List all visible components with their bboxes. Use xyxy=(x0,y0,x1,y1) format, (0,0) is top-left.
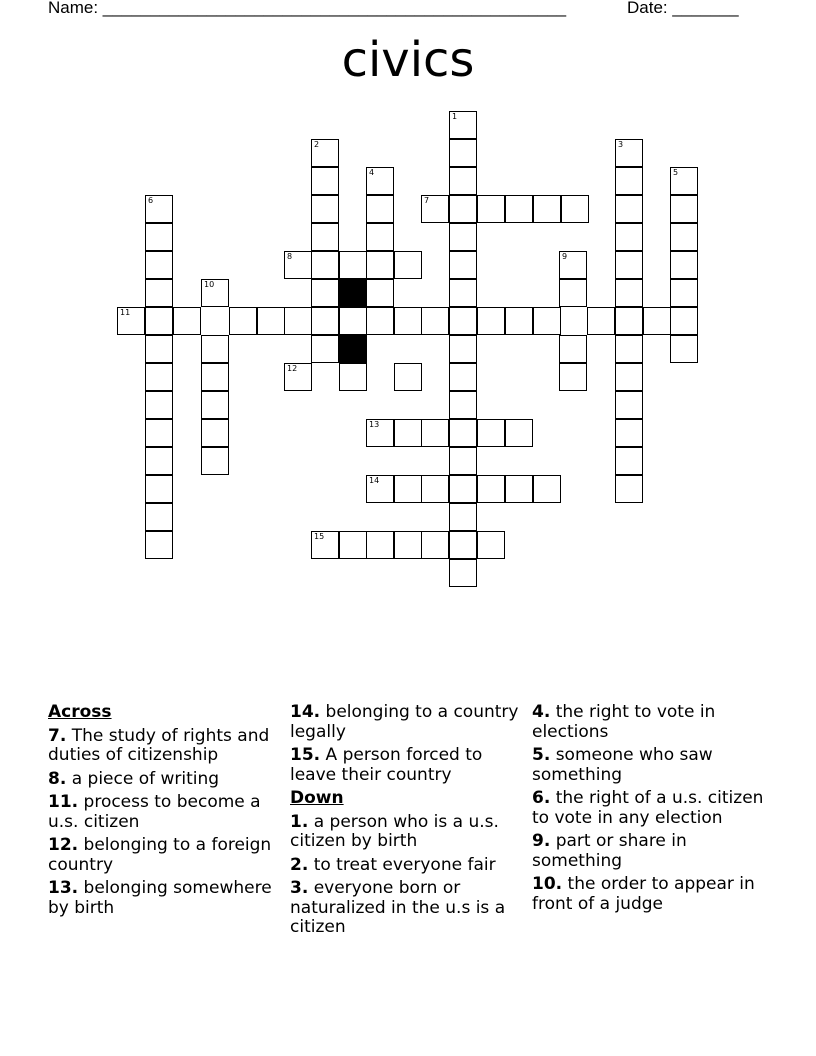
crossword-cell[interactable] xyxy=(533,475,561,503)
clue-number: 8. xyxy=(48,768,67,789)
clue-down-1 xyxy=(290,813,522,852)
clue-number: 7. xyxy=(48,725,67,746)
clue-number: 2. xyxy=(290,854,309,875)
cell-number: 15 xyxy=(314,532,325,541)
down-heading: Down xyxy=(290,788,344,808)
crossword-cell[interactable] xyxy=(449,139,477,167)
clue-number: 4. xyxy=(532,702,551,722)
clue-number: 10. xyxy=(532,874,563,894)
crossword-cell[interactable] xyxy=(366,167,394,195)
crossword-cell[interactable] xyxy=(615,335,643,363)
crossword-cell[interactable] xyxy=(449,195,477,223)
clue-across-14 xyxy=(290,703,522,742)
crossword-cell[interactable] xyxy=(615,167,643,195)
clue-number: 1. xyxy=(290,811,309,832)
crossword-cell[interactable] xyxy=(449,475,477,503)
crossword-cell[interactable] xyxy=(449,167,477,195)
crossword-cell[interactable] xyxy=(366,307,394,335)
cell-number: 14 xyxy=(369,476,380,485)
clue-number: 9. xyxy=(532,831,551,851)
clue-text: the order to appear in front of a judge xyxy=(532,874,755,914)
crossword-cell[interactable] xyxy=(615,223,643,251)
crossword-cell[interactable] xyxy=(311,279,339,307)
crossword-cell[interactable] xyxy=(366,531,394,559)
crossword-cell[interactable] xyxy=(670,335,698,363)
crossword-cell[interactable] xyxy=(449,307,477,335)
clue-across-11 xyxy=(48,793,280,832)
cell-number: 9 xyxy=(562,252,568,261)
crossword-cell[interactable] xyxy=(615,251,643,279)
crossword-cell[interactable] xyxy=(559,363,587,391)
cell-number: 13 xyxy=(369,420,380,429)
crossword-cell[interactable] xyxy=(145,223,173,251)
crossword-cell[interactable] xyxy=(449,111,477,139)
crossword-cell[interactable] xyxy=(229,307,257,335)
crossword-cell[interactable] xyxy=(145,279,173,307)
clue-across-15 xyxy=(290,746,522,785)
crossword-cell[interactable] xyxy=(615,447,643,475)
clue-across-13 xyxy=(48,879,280,918)
cell-number: 12 xyxy=(287,364,298,373)
page-title: civics xyxy=(341,32,475,88)
crossword-cell[interactable] xyxy=(366,195,394,223)
crossword-cell[interactable] xyxy=(145,195,173,223)
crossword-cell[interactable] xyxy=(201,447,229,475)
crossword-cell[interactable] xyxy=(477,307,505,335)
crossword-cell[interactable] xyxy=(505,307,533,335)
cell-number: 7 xyxy=(424,196,430,205)
crossword-cell[interactable] xyxy=(670,251,698,279)
crossword-cell[interactable] xyxy=(561,195,589,223)
cell-number: 6 xyxy=(148,196,154,205)
crossword-cell[interactable] xyxy=(615,139,643,167)
clue-text: a piece of writing xyxy=(71,768,220,789)
crossword-cell[interactable] xyxy=(394,531,422,559)
clue-text: to treat everyone fair xyxy=(313,854,496,875)
clue-number: 11. xyxy=(48,792,79,812)
crossword-cell[interactable] xyxy=(201,391,229,419)
crossword-cell[interactable] xyxy=(394,363,422,391)
crossword-cell[interactable] xyxy=(339,363,367,391)
crossword-cell[interactable] xyxy=(145,251,173,279)
clue-down-2 xyxy=(290,856,522,876)
crossword-cell[interactable] xyxy=(311,335,339,363)
clue-column-1 xyxy=(48,703,280,922)
crossword-cell[interactable] xyxy=(421,531,449,559)
cell-number: 8 xyxy=(287,252,293,261)
clue-number: 13. xyxy=(48,878,79,898)
clue-number: 14. xyxy=(290,702,321,722)
crossword-cell[interactable] xyxy=(449,447,477,475)
clue-down-9 xyxy=(532,832,764,871)
crossword-cell[interactable] xyxy=(449,251,477,279)
clue-number: 5. xyxy=(532,745,551,765)
cell-number: 11 xyxy=(120,308,131,317)
crossword-cell[interactable] xyxy=(670,167,698,195)
crossword-cell[interactable] xyxy=(670,279,698,307)
crossword-cell[interactable] xyxy=(394,307,422,335)
crossword-cell[interactable] xyxy=(339,307,367,335)
crossword-cell[interactable] xyxy=(615,419,643,447)
crossword-cell[interactable] xyxy=(257,307,285,335)
clue-text: a person who is a u.s. citizen by birth xyxy=(290,811,499,851)
crossword-cell[interactable] xyxy=(145,419,173,447)
clue-column-2 xyxy=(290,703,522,942)
clue-down-5 xyxy=(532,746,764,785)
clue-text: part or share in something xyxy=(532,831,687,871)
crossword-cell[interactable] xyxy=(366,419,394,447)
crossword-cell[interactable] xyxy=(201,335,229,363)
crossword-cell[interactable] xyxy=(117,307,145,335)
clue-text: the right to vote in elections xyxy=(532,702,716,742)
crossword-cell[interactable] xyxy=(615,363,643,391)
clue-text: A person forced to leave their country xyxy=(290,745,483,785)
clue-down-6 xyxy=(532,789,764,828)
crossword-cell[interactable] xyxy=(311,307,339,335)
clue-down-10 xyxy=(532,875,764,914)
clue-across-12 xyxy=(48,836,280,875)
crossword-cell[interactable] xyxy=(449,391,477,419)
crossword-cell[interactable] xyxy=(145,391,173,419)
clue-text: belonging somewhere by birth xyxy=(48,878,272,918)
crossword-cell[interactable] xyxy=(505,419,533,447)
crossword-cell[interactable] xyxy=(449,363,477,391)
crossword-cell[interactable] xyxy=(284,363,312,391)
clue-text: everyone born or naturalized in the u.s is a citizen xyxy=(290,878,506,937)
crossword-cell[interactable] xyxy=(145,531,173,559)
crossword-cell[interactable] xyxy=(615,279,643,307)
crossword-cell[interactable] xyxy=(339,531,367,559)
clue-text: the right of a u.s. citizen to vote in any election xyxy=(532,788,764,828)
crossword-cell[interactable] xyxy=(670,195,698,223)
cell-number: 4 xyxy=(369,168,375,177)
crossword-cell[interactable] xyxy=(643,307,671,335)
crossword-cell[interactable] xyxy=(366,279,394,307)
crossword-cell[interactable] xyxy=(670,223,698,251)
crossword-cell[interactable] xyxy=(421,195,449,223)
crossword-cell[interactable] xyxy=(339,251,367,279)
clue-column-3 xyxy=(532,703,764,918)
crossword-cell[interactable] xyxy=(449,335,477,363)
crossword-cell[interactable] xyxy=(477,419,505,447)
name-field-label: Name: _________________________________________________ xyxy=(48,0,567,17)
cell-number: 3 xyxy=(618,140,624,149)
crossword-cell[interactable] xyxy=(449,419,477,447)
crossword-cell[interactable] xyxy=(284,307,312,335)
crossword-cell[interactable] xyxy=(615,195,643,223)
crossword-cell[interactable] xyxy=(173,307,201,335)
crossword-cell[interactable] xyxy=(145,363,173,391)
crossword-cell[interactable] xyxy=(201,363,229,391)
cell-number: 10 xyxy=(204,280,215,289)
date-field-label: Date: _______ xyxy=(627,0,739,17)
crossword-cell[interactable] xyxy=(477,475,505,503)
crossword-cell[interactable] xyxy=(145,335,173,363)
crossword-cell[interactable] xyxy=(145,447,173,475)
crossword-cell[interactable] xyxy=(145,475,173,503)
crossword-cell[interactable] xyxy=(449,531,477,559)
crossword-cell[interactable] xyxy=(559,335,587,363)
clue-text: process to become a u.s. citizen xyxy=(48,792,261,832)
crossword-cell[interactable] xyxy=(449,503,477,531)
crossword-cell[interactable] xyxy=(477,531,505,559)
across-heading: Across xyxy=(48,702,112,722)
clue-number: 12. xyxy=(48,835,79,855)
clue-down-4 xyxy=(532,703,764,742)
crossword-cell[interactable] xyxy=(394,419,422,447)
clue-text: belonging to a foreign country xyxy=(48,835,272,875)
crossword-cell[interactable] xyxy=(533,307,561,335)
crossword-cell[interactable] xyxy=(477,195,505,223)
crossword-cell[interactable] xyxy=(394,251,422,279)
crossword-cell[interactable] xyxy=(421,307,449,335)
crossword-cell[interactable] xyxy=(533,195,561,223)
cell-number: 5 xyxy=(673,168,679,177)
crossword-cell[interactable] xyxy=(311,251,339,279)
crossword-cell[interactable] xyxy=(311,223,339,251)
crossword-cell[interactable] xyxy=(421,419,449,447)
clue-number: 3. xyxy=(290,878,309,898)
crossword-cell[interactable] xyxy=(615,475,643,503)
crossword-cell[interactable] xyxy=(394,475,422,503)
crossword-cell[interactable] xyxy=(449,559,477,587)
crossword-cell[interactable] xyxy=(505,195,533,223)
crossword-cell[interactable] xyxy=(559,251,587,279)
crossword-cell[interactable] xyxy=(449,223,477,251)
clue-across-8 xyxy=(48,770,280,790)
crossword-cell[interactable] xyxy=(311,531,339,559)
clue-text: belonging to a country legally xyxy=(290,702,519,742)
crossword-cell[interactable] xyxy=(670,307,698,335)
clue-number: 15. xyxy=(290,745,321,765)
crossword-cell[interactable] xyxy=(615,391,643,419)
clue-across-7 xyxy=(48,727,280,766)
crossword-cell[interactable] xyxy=(284,251,312,279)
crossword-cell[interactable] xyxy=(311,139,339,167)
crossword-cell[interactable] xyxy=(145,503,173,531)
crossword-cell[interactable] xyxy=(311,195,339,223)
crossword-cell[interactable] xyxy=(145,307,173,335)
crossword-cell[interactable] xyxy=(421,475,449,503)
cell-number: 2 xyxy=(314,140,320,149)
crossword-cell[interactable] xyxy=(201,419,229,447)
clue-text: The study of rights and duties of citizenship xyxy=(48,725,270,765)
crossword-cell[interactable] xyxy=(366,475,394,503)
crossword-cell[interactable] xyxy=(311,167,339,195)
clue-number: 6. xyxy=(532,788,551,808)
crossword-cell[interactable] xyxy=(201,279,229,307)
black-cell xyxy=(339,279,367,307)
crossword-cell[interactable] xyxy=(366,223,394,251)
crossword-cell[interactable] xyxy=(615,307,643,335)
clue-text: someone who saw something xyxy=(532,745,713,785)
crossword-cell[interactable] xyxy=(366,251,394,279)
clue-down-3 xyxy=(290,879,522,938)
black-cell xyxy=(339,335,367,363)
crossword-cell[interactable] xyxy=(587,307,615,335)
crossword-cell[interactable] xyxy=(505,475,533,503)
crossword-cell[interactable] xyxy=(449,279,477,307)
crossword-cell[interactable] xyxy=(559,279,587,307)
cell-number: 1 xyxy=(452,112,458,121)
